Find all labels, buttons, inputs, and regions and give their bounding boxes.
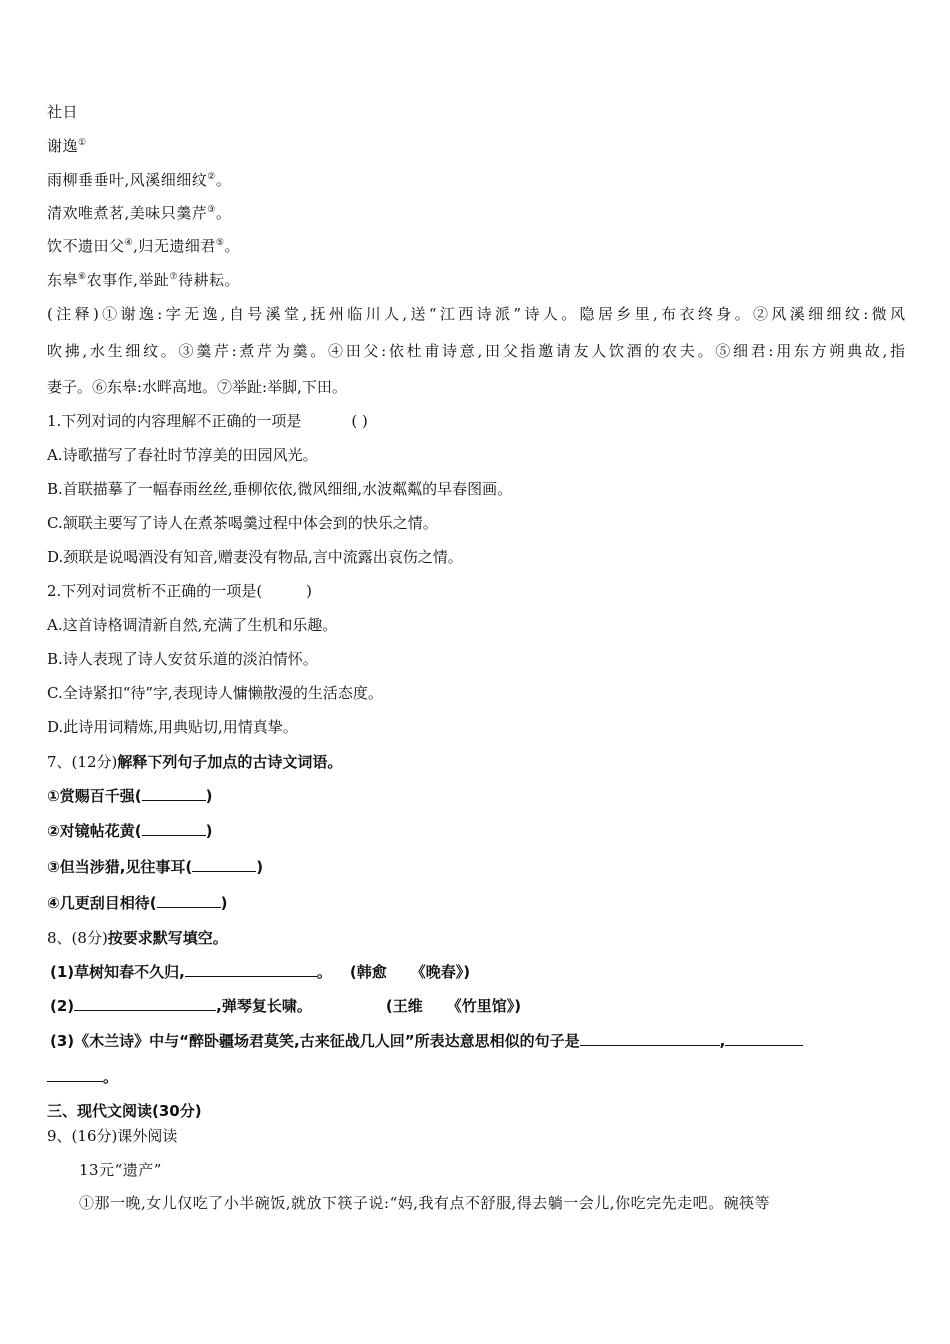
- poem-line-3: 饮不遗田父④,归无遗细君⑤。: [47, 237, 240, 255]
- answer-blank[interactable]: [74, 996, 216, 1011]
- q2-stem: 2.下列对词赏析不正确的一项是( ): [47, 582, 313, 600]
- answer-blank[interactable]: [142, 821, 206, 836]
- article-title: 13元“遗产”: [79, 1161, 162, 1179]
- q7-item-4: ④几更刮目相待( ): [47, 894, 228, 912]
- notes-line-1: (注释)①谢逸:字无逸,自号溪堂,抚州临川人,送“江西诗派”诗人。隐居乡里,布衣终身。②风溪细细纹:微风: [47, 305, 905, 323]
- q1-option-d: D.颈联是说喝酒没有知音,赠妻没有物品,言中流露出哀伤之情。: [47, 548, 463, 566]
- q1-stem: 1.下列对词的内容理解不正确的一项是 ( ): [47, 412, 368, 430]
- notes-line-2: 吹拂,水生细纹。③羹芹:煮芹为羹。④田父:依杜甫诗意,田父指邀请友人饮酒的农夫。⑤细君:用东方朔典故,指: [47, 342, 905, 360]
- q7-item-1: ①赏赐百千强( ): [47, 787, 213, 805]
- q8-item-3: (3)《木兰诗》中与“醉卧疆场君莫笑,古来征战几人回”所表达意思相似的句子是 ,: [50, 1031, 803, 1051]
- q2-option-b: B.诗人表现了诗人安贫乐道的淡泊情怀。: [47, 650, 318, 668]
- section-3-heading: 三、现代文阅读(30分): [47, 1102, 202, 1120]
- answer-blank[interactable]: [157, 893, 221, 908]
- poem-line-2: 清欢唯煮茗,美味只羹芹③。: [47, 204, 232, 222]
- answer-blank[interactable]: [142, 786, 206, 801]
- answer-blank[interactable]: [192, 857, 256, 872]
- q8-item-2: (2) ,弹琴复长啸。 (王维 《竹里馆》): [50, 997, 522, 1015]
- q7-item-2: ②对镜帖花黄( ): [47, 822, 213, 840]
- notes-line-3: 妻子。⑥东皋:水畔高地。⑦举趾:举脚,下田。: [47, 378, 347, 396]
- q8-item-1: (1)草树知春不久归, 。 (韩愈 《晚春》): [50, 963, 471, 981]
- q1-option-b: B.首联描摹了一幅春雨丝丝,垂柳依依,微风细细,水波粼粼的早春图画。: [47, 480, 513, 498]
- answer-blank[interactable]: [47, 1067, 103, 1082]
- answer-blank[interactable]: [725, 1031, 803, 1046]
- poem-line-4: 东皋⑥农事作,举趾⑦待耕耘。: [47, 271, 240, 289]
- q2-option-a: A.这首诗格调清新自然,充满了生机和乐趣。: [47, 616, 338, 634]
- q8-heading: 8、(8分)按要求默写填空。: [47, 929, 228, 947]
- q9-heading: 9、(16分)课外阅读: [47, 1127, 178, 1145]
- answer-blank[interactable]: [185, 962, 317, 977]
- answer-blank[interactable]: [580, 1031, 720, 1046]
- q7-heading: 7、(12分)解释下列句子加点的古诗文词语。: [47, 753, 343, 771]
- poem-title: 社日: [47, 103, 79, 121]
- q7-item-3: ③但当涉猎,见往事耳( ): [47, 858, 264, 876]
- poem-line-1: 雨柳垂垂叶,风溪细细纹②。: [47, 171, 232, 189]
- q8-item-3-cont: 。: [47, 1067, 118, 1087]
- author-name: 谢逸: [47, 137, 79, 155]
- poem-author: [47, 136, 87, 156]
- q2-option-c: C.全诗紧扣“待”字,表现诗人慵懒散漫的生活态度。: [47, 684, 383, 702]
- article-paragraph-1: ①那一晚,女儿仅吃了小半碗饭,就放下筷子说:“妈,我有点不舒服,得去躺一会儿,你吃完先走吧。碗筷等: [79, 1194, 771, 1212]
- q1-option-a: A.诗歌描写了春社时节淳美的田园风光。: [47, 446, 318, 464]
- q1-option-c: C.颔联主要写了诗人在煮茶喝羹过程中体会到的快乐之情。: [47, 514, 438, 532]
- q2-option-d: D.此诗用词精炼,用典贴切,用情真挚。: [47, 718, 298, 736]
- author-note-mark: ①: [78, 138, 87, 148]
